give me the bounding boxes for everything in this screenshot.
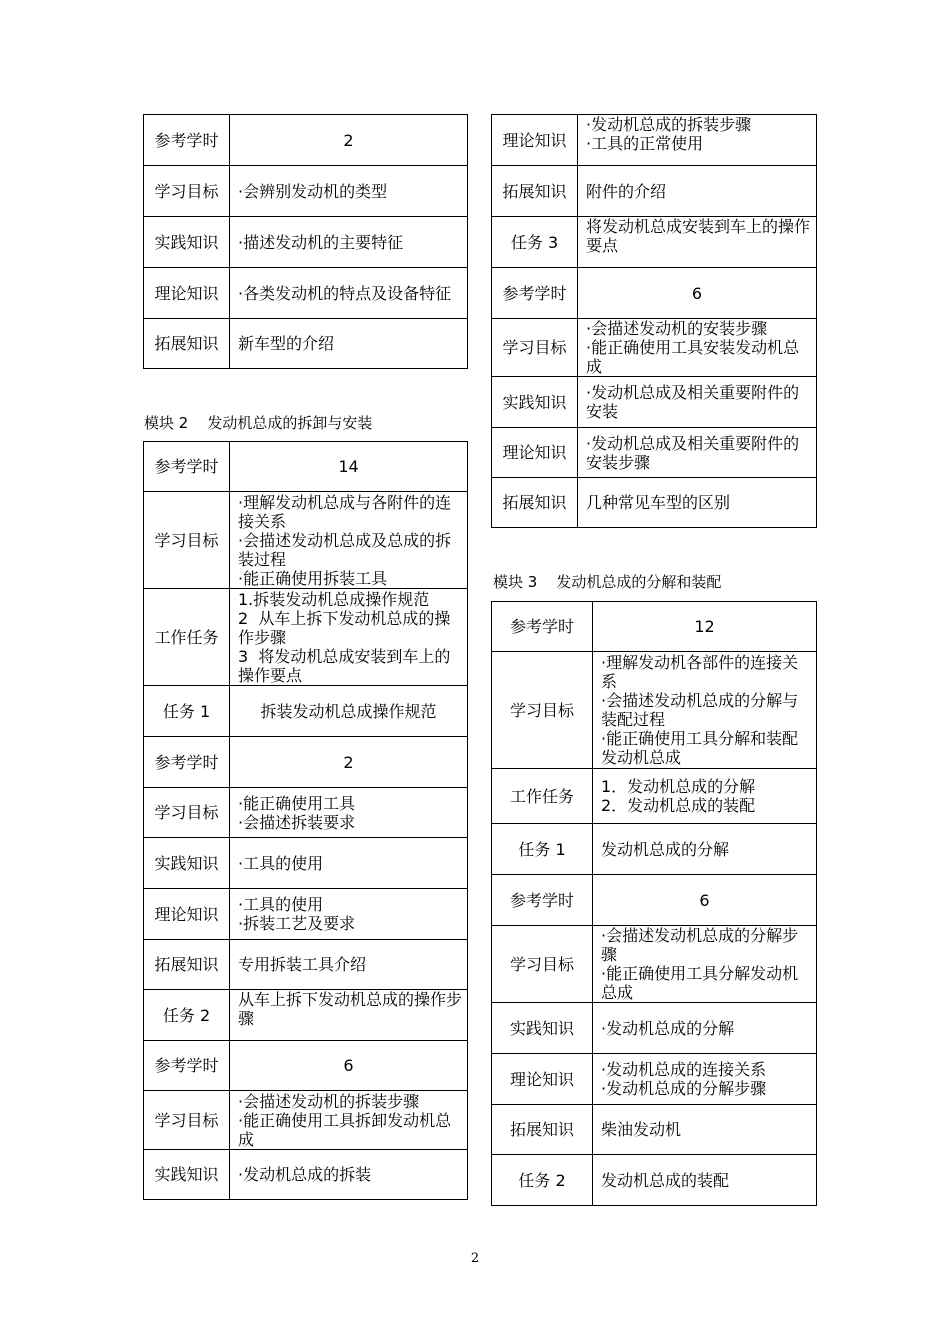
- table-row: [492, 478, 817, 528]
- value-line: ·发动机总成的连接关系: [601, 1060, 767, 1079]
- row-label: 学习目标: [492, 652, 593, 769]
- value-line: 6: [343, 1056, 354, 1075]
- row-value: [593, 875, 817, 926]
- row-value: [230, 1091, 468, 1150]
- value-line: 2．发动机总成的装配: [601, 796, 756, 815]
- course-table-module3: [491, 601, 817, 1206]
- value-line: ·发动机总成及相关重要附件的安装步骤: [586, 433, 800, 472]
- row-label: 参考学时: [144, 1041, 230, 1091]
- row-label: 实践知识: [492, 1003, 593, 1054]
- value-line: 几种常见车型的区别: [586, 493, 731, 512]
- table-row: [144, 1150, 468, 1200]
- value-line: ·各类发动机的特点及设备特征: [238, 283, 452, 303]
- value-line: 6: [691, 283, 703, 303]
- value-line: ·能正确使用工具拆卸发动机总成: [238, 1110, 452, 1149]
- value-line: 将发动机总成安装到车上的操作要点: [586, 217, 811, 255]
- row-value: [230, 319, 468, 369]
- row-value: [230, 492, 468, 589]
- table-row: [492, 875, 817, 926]
- row-value: [230, 589, 468, 686]
- value-line: ·拆装工艺及要求: [238, 914, 356, 933]
- value-line: 附件的介绍: [586, 181, 667, 201]
- page-number: 2: [470, 1251, 480, 1266]
- value-line: ·能正确使用工具分解和装配发动机总成: [601, 729, 799, 767]
- table-row: [492, 652, 817, 769]
- table-row: [492, 377, 817, 428]
- table-row: [144, 838, 468, 889]
- row-label: 理论知识: [144, 889, 230, 940]
- row-value: [230, 442, 468, 492]
- row-label: 参考学时: [492, 268, 578, 319]
- row-label: 拓展知识: [144, 940, 230, 990]
- row-value: [593, 1054, 817, 1105]
- table-row: [492, 319, 817, 377]
- row-value: [230, 889, 468, 940]
- table-row: [492, 1155, 817, 1206]
- row-value: [593, 652, 817, 769]
- row-value: [578, 377, 817, 428]
- table-row: [144, 990, 468, 1041]
- row-label: 理论知识: [144, 268, 230, 319]
- row-value: [230, 1150, 468, 1200]
- value-line: ·会辨别发动机的类型: [238, 181, 388, 201]
- row-value: [230, 940, 468, 990]
- table-row: [492, 1003, 817, 1054]
- row-label: 实践知识: [492, 377, 578, 428]
- row-label: 任务 2: [492, 1155, 593, 1206]
- row-value: [578, 217, 817, 268]
- row-label: 工作任务: [492, 769, 593, 824]
- value-line: ·发动机总成的分解: [601, 1018, 735, 1038]
- row-value: [593, 602, 817, 652]
- value-line: ·工具的正常使用: [586, 134, 704, 153]
- row-value: [593, 824, 817, 875]
- value-line: ·会描述拆装要求: [238, 812, 356, 832]
- row-label: 学习目标: [144, 788, 230, 838]
- value-line: ·发动机总成的拆装步骤: [586, 115, 752, 134]
- value-line: 12: [694, 617, 715, 636]
- value-line: ·能正确使用工具: [238, 793, 356, 813]
- row-value: [230, 1041, 468, 1091]
- row-label: 拓展知识: [492, 1105, 593, 1155]
- value-line: ·发动机总成的分解步骤: [601, 1079, 767, 1098]
- table-row: [144, 940, 468, 990]
- row-value: [578, 428, 817, 478]
- table-row: [144, 1091, 468, 1150]
- row-label: 任务 2: [144, 990, 230, 1041]
- value-line: 6: [699, 890, 710, 910]
- row-value: [593, 1105, 817, 1155]
- row-label: 学习目标: [144, 1091, 230, 1150]
- table-row: [492, 166, 817, 217]
- table-row: [492, 769, 817, 824]
- row-label: 参考学时: [144, 115, 230, 166]
- row-value: [593, 1003, 817, 1054]
- row-label: 参考学时: [144, 737, 230, 788]
- row-value: [230, 838, 468, 889]
- table-row: [144, 319, 468, 369]
- row-value: [578, 166, 817, 217]
- table-row: [144, 442, 468, 492]
- module-2-caption: 模块 2 发动机总成的拆卸与安装: [144, 414, 373, 432]
- value-line: 2: [343, 130, 354, 150]
- value-line: 2 从车上拆下发动机总成的操作步骤: [238, 608, 451, 647]
- table-row: [144, 1041, 468, 1091]
- table-row: [492, 602, 817, 652]
- left-column: [143, 114, 468, 1200]
- row-label: 拓展知识: [492, 478, 578, 528]
- value-line: 1.拆装发动机总成操作规范: [238, 589, 430, 609]
- table-row: [492, 1054, 817, 1105]
- value-line: 3 将发动机总成安装到车上的操作要点: [238, 646, 451, 685]
- course-table-module2: [143, 441, 468, 1200]
- value-line: ·描述发动机的主要特征: [238, 232, 404, 252]
- value-line: 14: [338, 457, 359, 476]
- row-value: [230, 217, 468, 268]
- value-line: ·能正确使用拆装工具: [238, 568, 388, 588]
- course-table-module1: [143, 114, 468, 369]
- row-label: 实践知识: [144, 838, 230, 889]
- table-row: [492, 1105, 817, 1155]
- row-label: 工作任务: [144, 589, 230, 686]
- value-line: 从车上拆下发动机总成的操作步骤: [238, 990, 463, 1028]
- value-line: ·会描述发动机的安装步骤: [586, 319, 768, 338]
- module-3-caption: 模块 3 发动机总成的分解和装配: [493, 573, 722, 591]
- value-line: ·理解发动机总成与各附件的连接关系: [238, 492, 452, 531]
- value-line: 1．发动机总成的分解: [601, 777, 756, 796]
- row-label: 实践知识: [144, 1150, 230, 1200]
- table-row: [144, 686, 468, 737]
- table-row: [144, 115, 468, 166]
- row-value: [593, 1155, 817, 1206]
- row-label: 任务 1: [144, 686, 230, 737]
- value-line: ·工具的使用: [238, 895, 324, 914]
- right-column: [491, 114, 817, 1206]
- row-label: 参考学时: [492, 602, 593, 652]
- row-label: 学习目标: [144, 492, 230, 589]
- value-line: 拆装发动机总成操作规范: [260, 701, 437, 721]
- row-value: [230, 737, 468, 788]
- row-value: [593, 769, 817, 824]
- value-line: ·发动机总成及相关重要附件的安装: [586, 383, 800, 421]
- value-line: 发动机总成的装配: [601, 1170, 730, 1190]
- table-row: [144, 737, 468, 788]
- row-value: [578, 268, 817, 319]
- value-line: ·会描述发动机总成的分解步骤: [601, 926, 799, 964]
- row-label: 拓展知识: [492, 166, 578, 217]
- row-value: [593, 926, 817, 1003]
- table-row: [492, 428, 817, 478]
- value-line: ·工具的使用: [238, 853, 324, 873]
- table-row: [144, 268, 468, 319]
- value-line: ·会描述发动机的拆装步骤: [238, 1091, 420, 1111]
- value-line: 专用拆装工具介绍: [238, 955, 367, 974]
- row-value: [230, 115, 468, 166]
- row-label: 实践知识: [144, 217, 230, 268]
- table-row: [492, 926, 817, 1003]
- row-value: [230, 686, 468, 737]
- row-label: 学习目标: [492, 319, 578, 377]
- row-label: 理论知识: [492, 1054, 593, 1105]
- row-label: 任务 3: [492, 217, 578, 268]
- row-label: 理论知识: [492, 115, 578, 166]
- value-line: 发动机总成的分解: [601, 839, 730, 859]
- row-value: [230, 166, 468, 217]
- row-label: 参考学时: [492, 875, 593, 926]
- value-line: ·会描述发动机总成的分解与装配过程: [601, 691, 799, 729]
- row-label: 任务 1: [492, 824, 593, 875]
- value-line: 新车型的介绍: [238, 334, 335, 353]
- table-row: [144, 889, 468, 940]
- row-label: 学习目标: [492, 926, 593, 1003]
- row-value: [578, 319, 817, 377]
- table-row: [144, 492, 468, 589]
- row-value: [230, 268, 468, 319]
- table-row: [492, 217, 817, 268]
- row-value: [230, 990, 468, 1041]
- row-label: 拓展知识: [144, 319, 230, 369]
- row-value: [578, 478, 817, 528]
- row-label: 理论知识: [492, 428, 578, 478]
- value-line: 柴油发动机: [601, 1120, 682, 1139]
- value-line: 2: [343, 752, 354, 772]
- row-value: [230, 788, 468, 838]
- table-row: [144, 217, 468, 268]
- table-row: [144, 166, 468, 217]
- table-row: [144, 788, 468, 838]
- value-line: ·能正确使用工具分解发动机总成: [601, 964, 799, 1002]
- row-value: [578, 115, 817, 166]
- value-line: ·发动机总成的拆装: [238, 1165, 372, 1184]
- row-label: 学习目标: [144, 166, 230, 217]
- table-row: [492, 268, 817, 319]
- table-row: [144, 589, 468, 686]
- table-row: [492, 115, 817, 166]
- value-line: ·能正确使用工具安装发动机总成: [586, 338, 800, 376]
- table-row: [492, 824, 817, 875]
- row-label: 参考学时: [144, 442, 230, 492]
- course-table-module2-continued: [491, 114, 817, 528]
- value-line: ·理解发动机各部件的连接关系: [601, 653, 799, 691]
- value-line: ·会描述发动机总成及总成的拆装过程: [238, 530, 452, 569]
